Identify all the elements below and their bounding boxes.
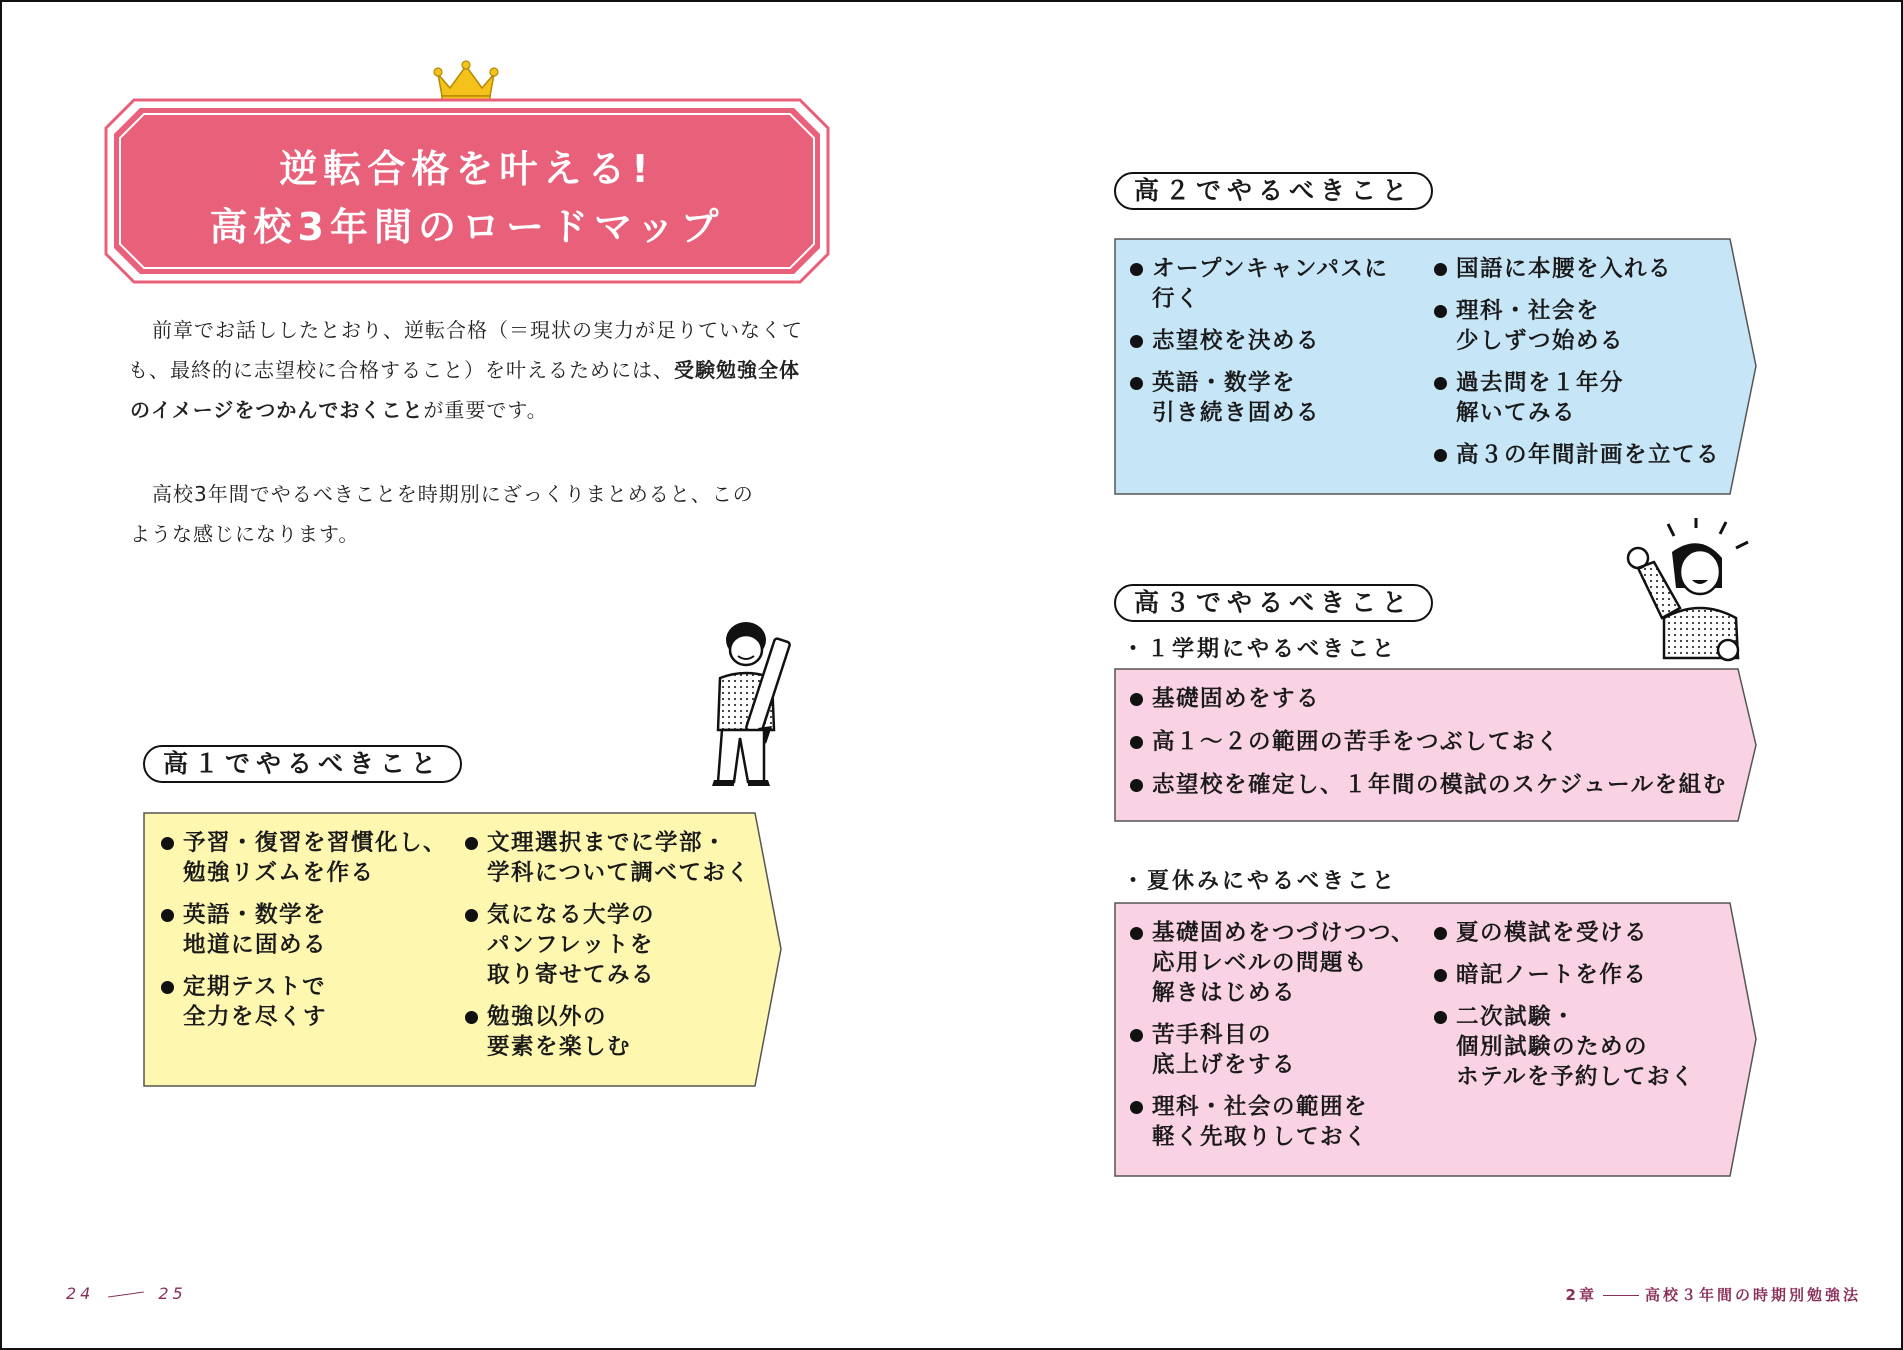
summer-col1 [1130,918,1415,1164]
list-item: 志望校を確定し、１年間の模試のスケジュールを組む [1130,770,1727,800]
year3-label: 高３でやるべきこと [1114,584,1433,622]
summer-box [1114,902,1758,1177]
list-item: 過去問を１年分 解いてみる [1434,368,1720,428]
summer-col2 [1434,918,1695,1104]
year2-col2 [1434,254,1720,482]
title-line-1: 逆転合格を叶える! [279,147,655,191]
waving-student-illustration [1624,518,1764,668]
list-item: 二次試験・ 個別試験のための ホテルを予約しておく [1434,1002,1695,1092]
list-item: オープンキャンパスに 行く [1130,254,1388,314]
list-item: 国語に本腰を入れる [1434,254,1720,284]
page-number-right: 25 [158,1284,187,1303]
page-numbers [66,1284,187,1303]
page-title [104,140,830,256]
list-item: 理科・社会を 少しずつ始める [1434,296,1720,356]
title-line-2: 高校3年間のロードマップ [209,205,725,249]
term1-label: ・１学期にやるべきこと [1122,637,1398,662]
running-head [1566,1284,1861,1305]
list-item: 志望校を決める [1130,326,1388,356]
list-item: 基礎固めをつづけつつ、 応用レベルの問題も 解きはじめる [1130,918,1415,1008]
list-item: 定期テストで 全力を尽くす [161,972,447,1032]
year2-label: 高２でやるべきこと [1114,172,1433,210]
page-number-left: 24 [66,1284,95,1303]
list-item: 勉強以外の 要素を楽しむ [465,1002,751,1062]
list-item: 予習・復習を習慣化し、 勉強リズムを作る [161,828,447,888]
term1-list [1130,684,1727,800]
list-item: 英語・数学を 引き続き固める [1130,368,1388,428]
list-item: 英語・数学を 地道に固める [161,900,447,960]
year1-col2 [465,828,751,1074]
term1-box [1114,668,1758,822]
list-item: 高３の年間計画を立てる [1434,440,1720,470]
chapter-number: 2章 [1565,1286,1597,1304]
list-item: 暗記ノートを作る [1434,960,1695,990]
chapter-title: 高校３年間の時期別勉強法 [1644,1286,1861,1304]
list-item: 気になる大学の パンフレットを 取り寄せてみる [465,900,751,990]
list-item: 文理選択までに学部・ 学科について調べておく [465,828,751,888]
year1-label: 高１でやるべきこと [143,745,462,783]
list-item: 苦手科目の 底上げをする [1130,1020,1415,1080]
list-item: 理科・社会の範囲を 軽く先取りしておく [1130,1092,1415,1152]
intro-paragraph-1: 前章でお話ししたとおり、逆転合格（＝現状の実力が足りていなくて も、最終的に志望校に合格すること）を叶えるためには、受験勉強全体 のイメージをつかんでおくことが重要です。 [128,318,803,422]
intro-paragraph-2: 高校3年間でやるべきことを時期別にざっくりまとめると、この ような感じになります。 [130,482,754,546]
intro-emphasis-2: のイメージをつかんでおくこと [130,398,424,422]
summer-label: ・夏休みにやるべきこと [1122,869,1398,894]
list-item: 高１～２の範囲の苦手をつぶしておく [1130,727,1727,757]
list-item: 基礎固めをする [1130,684,1727,714]
intro-emphasis-1: 受験勉強全体 [674,358,800,382]
list-item: 夏の模試を受ける [1434,918,1695,948]
year2-col1 [1130,254,1388,440]
student-illustration [702,618,812,788]
year1-box [143,812,783,1087]
year1-col1 [161,828,447,1044]
year2-box [1114,238,1758,495]
